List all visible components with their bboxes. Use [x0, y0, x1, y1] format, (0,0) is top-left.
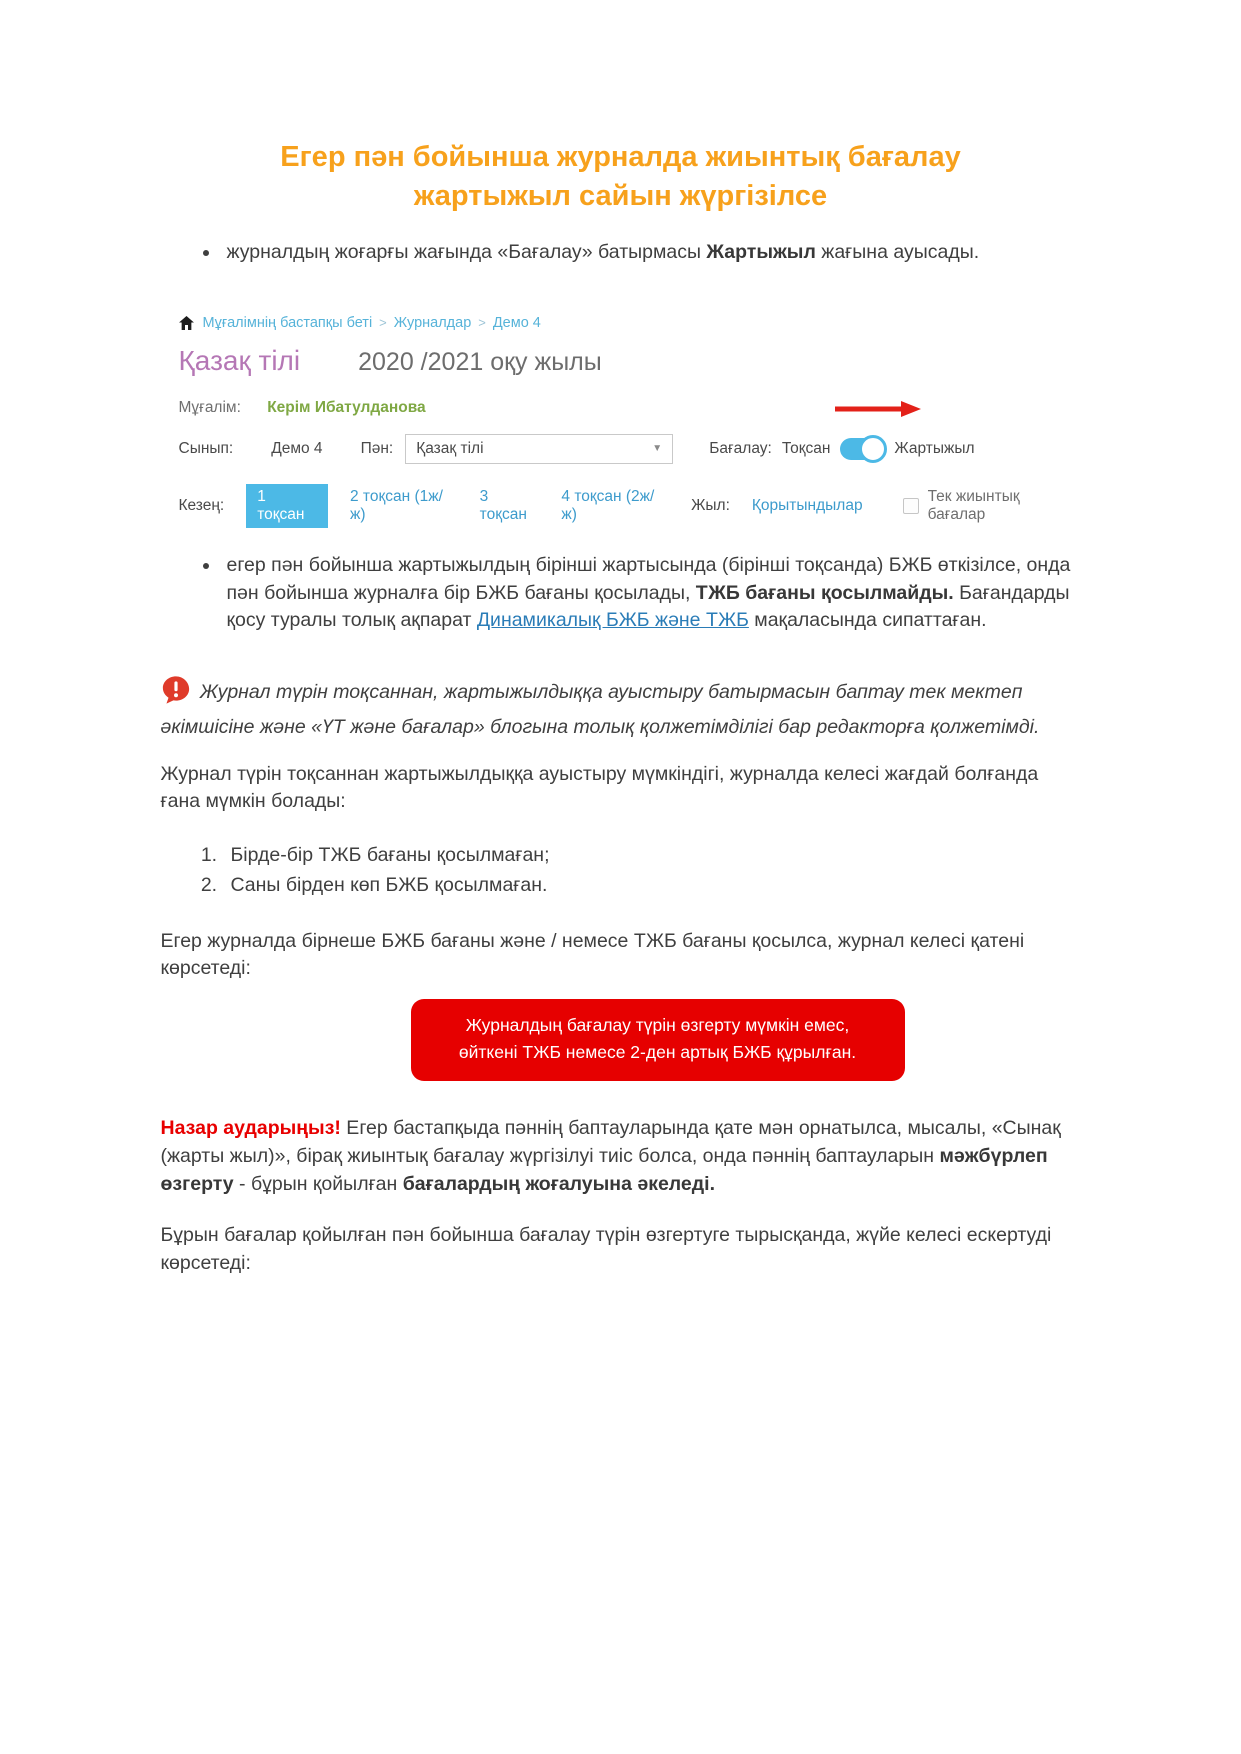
attention-paragraph — [161, 1115, 1081, 1198]
admin-note-text: Журнал түрін тоқсаннан, жартыжылдыққа ауыстыру батырмасын баптау тек мектеп әкімшісіне және «ҮТ және бағалар» блогына толық қолжетімділігі бар редакторға қолжетімді. — [160, 680, 1040, 738]
grading-left-option: Тоқсан — [781, 439, 831, 457]
home-icon[interactable] — [179, 316, 194, 330]
chevron-down-icon: ▼ — [652, 443, 663, 455]
year-label: Жыл: — [691, 496, 730, 514]
subject-label: Пән: — [360, 439, 394, 457]
bullet2-part1: егер пән бойынша жартыжылдың бірінші жартысында (бірінші тоқсанда) БЖБ өткізілсе, онда пән бойынша журналға бір БЖБ бағаны қосылады, — [226, 553, 1071, 604]
error-intro-paragraph: Егер журналда бірнеше БЖБ бағаны және / немесе ТЖБ бағаны қосылса, журнал келесі қатені көрсетеді: — [160, 929, 1025, 980]
condition-paragraph: Журнал түрін тоқсаннан жартыжылдыққа ауыстыру мүмкіндігі, журналда келесі жағдай болғанда ғана мүмкін болады: — [160, 762, 1039, 813]
page-title-line1: Егер пән бойынша журналда жиынтық бағалау — [280, 141, 961, 173]
breadcrumb-separator: > — [379, 315, 387, 331]
grading-toggle[interactable] — [840, 438, 884, 460]
results-link[interactable]: Қорытындылар — [751, 496, 863, 514]
breadcrumb-separator: > — [478, 315, 486, 331]
bullet1-pre: журналдың жоғарғы жағында «Бағалау» батырмасы — [226, 241, 707, 264]
class-value: Демо 4 — [271, 439, 323, 457]
document-page — [161, 0, 1081, 1278]
attention-bold1: мәжбүрлеп өзгерту — [160, 1144, 1048, 1195]
journal-screenshot — [161, 315, 1081, 528]
attention-part2: - бұрын қойылған — [233, 1172, 403, 1195]
period-label: Кезең: — [178, 496, 225, 514]
teacher-row — [179, 399, 1081, 417]
bullet1-post: жағына ауысады. — [815, 241, 980, 264]
bullet-item — [221, 239, 1081, 267]
bullet2-bold: ТЖБ бағаны қосылмайды. — [695, 581, 954, 604]
tab-quarter-1[interactable]: 1 тоқсан — [246, 484, 328, 528]
subject-header — [179, 345, 1081, 377]
error-banner — [411, 999, 905, 1081]
bullet-list-top — [161, 239, 1081, 267]
tab-quarter-4[interactable]: 4 тоқсан (2ж/ж) — [561, 487, 655, 523]
attention-lead: Назар аударыңыз! — [160, 1117, 341, 1140]
subject-dropdown[interactable] — [405, 434, 673, 464]
summary-grades-checkbox[interactable] — [903, 498, 919, 514]
breadcrumb — [179, 315, 1081, 331]
error-banner-line2: өйткені ТЖБ немесе 2-ден артық БЖБ құрылған. — [458, 1042, 857, 1062]
condition-item-2: 2. Саны бірден көп БЖБ қосылмаған. — [223, 872, 1081, 900]
class-label: Сынып: — [178, 439, 234, 457]
grading-label: Бағалау: — [709, 439, 772, 457]
dynamic-sor-soch-link[interactable]: Динамикалық БЖБ және ТЖБ — [476, 609, 749, 632]
bullet1-bold: Жартыжыл — [706, 241, 816, 264]
subject-dropdown-value: Қазақ тілі — [416, 439, 484, 457]
condition-item-1: 1. Бірде-бір ТЖБ бағаны қосылмаған; — [223, 842, 1081, 870]
subject-title: Қазақ тілі — [178, 344, 301, 376]
breadcrumb-journals-link[interactable]: Журналдар — [393, 314, 472, 331]
tab-quarter-2[interactable]: 2 тоқсан (1ж/ж) — [349, 487, 443, 523]
summary-grades-checkbox-label: Тек жиынтық бағалар — [927, 487, 1020, 523]
page-title-line2: жартыжыл сайын жүргізілсе — [413, 179, 828, 212]
attention-part1: Егер бастапқыда пәннің баптауларында қате мән орнатылса, мысалы, «Сынақ (жарты жыл)», бірақ жиынтық бағалау жүргізілуі тиіс болса, онда пәннің баптауларын — [160, 1117, 1061, 1167]
filter-row — [179, 434, 1081, 464]
attention-bold2: бағалардың жоғалуына әкеледі. — [402, 1172, 715, 1195]
bullet2-part2: Бағандарды қосу туралы толық ақпарат — [226, 581, 1070, 632]
warning-icon — [161, 688, 196, 710]
conditions-list — [161, 842, 1081, 899]
admin-note — [161, 675, 1081, 741]
tab-quarter-3[interactable]: 3 тоқсан — [479, 487, 527, 523]
breadcrumb-demo4-link[interactable]: Демо 4 — [492, 314, 541, 331]
grading-right-option: Жартыжыл — [894, 439, 975, 457]
page-title — [161, 138, 1081, 215]
teacher-label: Мұғалім: — [178, 398, 241, 416]
final-paragraph: Бұрын бағалар қойылған пән бойынша бағалау түрін өзгертуге тырысқанда, жүйе келесі ескертуді көрсетеді: — [160, 1224, 1052, 1274]
bullet2-part3: мақаласында сипаттаған. — [748, 609, 987, 632]
teacher-name: Керім Ибатулданова — [267, 398, 426, 416]
period-row — [179, 484, 1081, 528]
breadcrumb-home-link[interactable]: Мұғалімнің бастапқы беті — [202, 314, 373, 331]
bullet-item — [221, 552, 1081, 635]
bullet-list-second — [161, 552, 1081, 635]
error-banner-line1: Журналдың бағалау түрін өзгерту мүмкін емес, — [465, 1014, 850, 1035]
school-year-title: 2020 /2021 оқу жылы — [358, 347, 602, 376]
toggle-knob — [859, 435, 887, 463]
teal-dot — [435, 1073, 448, 1086]
red-arrow-icon — [835, 401, 921, 422]
